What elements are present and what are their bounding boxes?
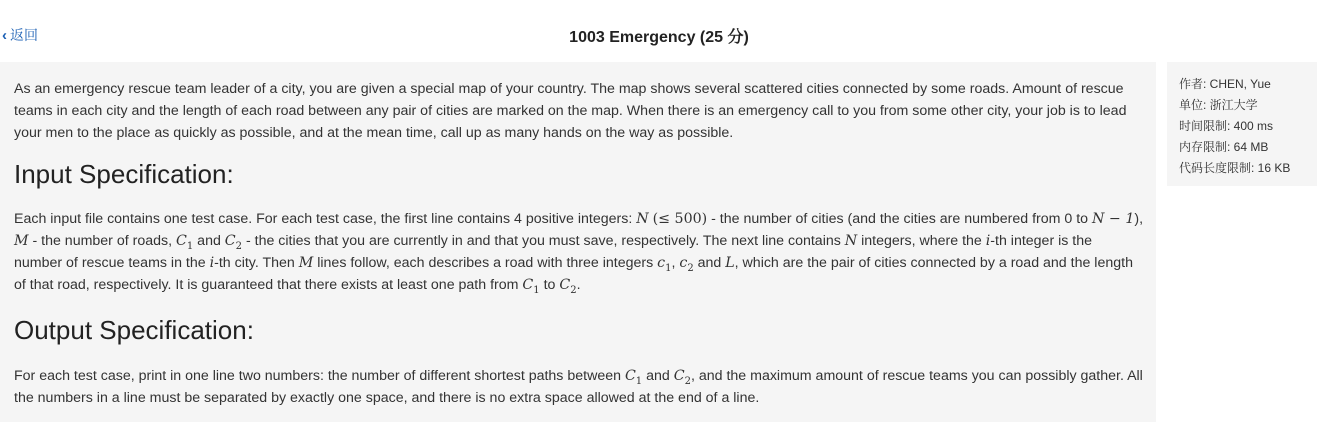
output-spec-text (14, 365, 1144, 409)
math-var: C (559, 277, 571, 293)
text-segment: -th city. Then (214, 255, 299, 271)
math-expr: (≤ 500) (652, 211, 708, 227)
math-subscript: 1 (665, 262, 672, 274)
math-subscript: 2 (687, 262, 694, 274)
math-var: c (657, 255, 666, 271)
text-segment: and (193, 233, 225, 249)
math-subscript: 2 (684, 375, 691, 387)
time-limit: 时间限制: 400 ms (1179, 119, 1274, 133)
text-segment: Each input file contains one test case. For each test case, the first line contains 4 positive integers: (14, 211, 637, 227)
problem-meta-panel (1167, 62, 1317, 186)
top-bar (0, 0, 1318, 62)
math-var: L (725, 255, 735, 271)
page-title: 1003 Emergency (25 分) (569, 29, 749, 46)
chevron-left-icon: ‹ (2, 26, 7, 44)
math-subscript: 1 (186, 240, 194, 252)
math-var: i (209, 255, 215, 271)
math-var: c (679, 255, 688, 271)
math-var: C (224, 233, 236, 249)
text-segment: , which are the pair of cities connected by a road and the length of that road, respectively. It is guaranteed that there exists at least one path from (14, 255, 1133, 293)
input-spec-text (14, 208, 1144, 296)
text-segment: and (693, 255, 726, 271)
text-segment: -th integer is the number of rescue teams in the (14, 233, 1093, 271)
author-info: 作者: CHEN, Yue (1179, 77, 1271, 91)
math-var: C (176, 233, 187, 249)
input-spec-heading: Input Specification: (14, 159, 234, 189)
code-length-limit: 代码长度限制: 16 KB (1179, 161, 1291, 175)
math-subscript: 1 (635, 375, 643, 387)
text-segment: - the cities that you are currently in and that you must save, respectively. The next line contains (242, 233, 845, 249)
math-var: M (298, 255, 314, 271)
math-var: C (673, 368, 685, 384)
math-subscript: 2 (235, 240, 243, 252)
math-var: C (522, 277, 534, 293)
text-segment: to (539, 277, 560, 293)
text-segment: and (642, 368, 674, 384)
math-var: C (624, 368, 636, 384)
text-segment: For each test case, print in one line two numbers: the number of different shortest paths between (14, 368, 625, 384)
text-segment: . (576, 277, 581, 293)
text-segment: - the number of roads, (28, 233, 176, 249)
math-var: i (985, 233, 991, 249)
math-expr: N − 1 (1092, 211, 1135, 227)
math-var: N (844, 233, 858, 249)
math-subscript: 2 (570, 284, 577, 296)
text-segment: , and the maximum amount of rescue teams you can possibly gather. All the numbers in a line must be separated by exactly one space, and there is no extra space allowed at the end of a line. (14, 368, 1143, 406)
text-segment: ), (1134, 211, 1144, 227)
math-var: M (14, 233, 29, 249)
text-segment: integers, where the (857, 233, 986, 249)
unit-info: 单位: 浙江大学 (1179, 98, 1258, 112)
problem-description: As an emergency rescue team leader of a city, you are given a special map of your country. The map shows several scattered cities connected by some roads. Amount of rescue teams in each city and the length of each road between any pair of cities are marked on the map. When there is an emergency call to you from some other city, your job is to lead your men to the place as quickly as possible, and at the mean time, call up as many hands on the way as possible. (14, 81, 1127, 141)
math-subscript: 1 (533, 284, 540, 296)
problem-statement (0, 62, 1156, 422)
output-spec-heading: Output Specification: (14, 315, 254, 345)
text-segment: - the number of cities (and the cities are numbered from 0 to (707, 211, 1092, 227)
math-var: N (636, 211, 649, 227)
text-segment: lines follow, each describes a road with three integers (313, 255, 658, 271)
back-label: 返回 (10, 27, 38, 43)
text-segment: , (671, 255, 680, 271)
memory-limit: 内存限制: 64 MB (1179, 140, 1269, 154)
